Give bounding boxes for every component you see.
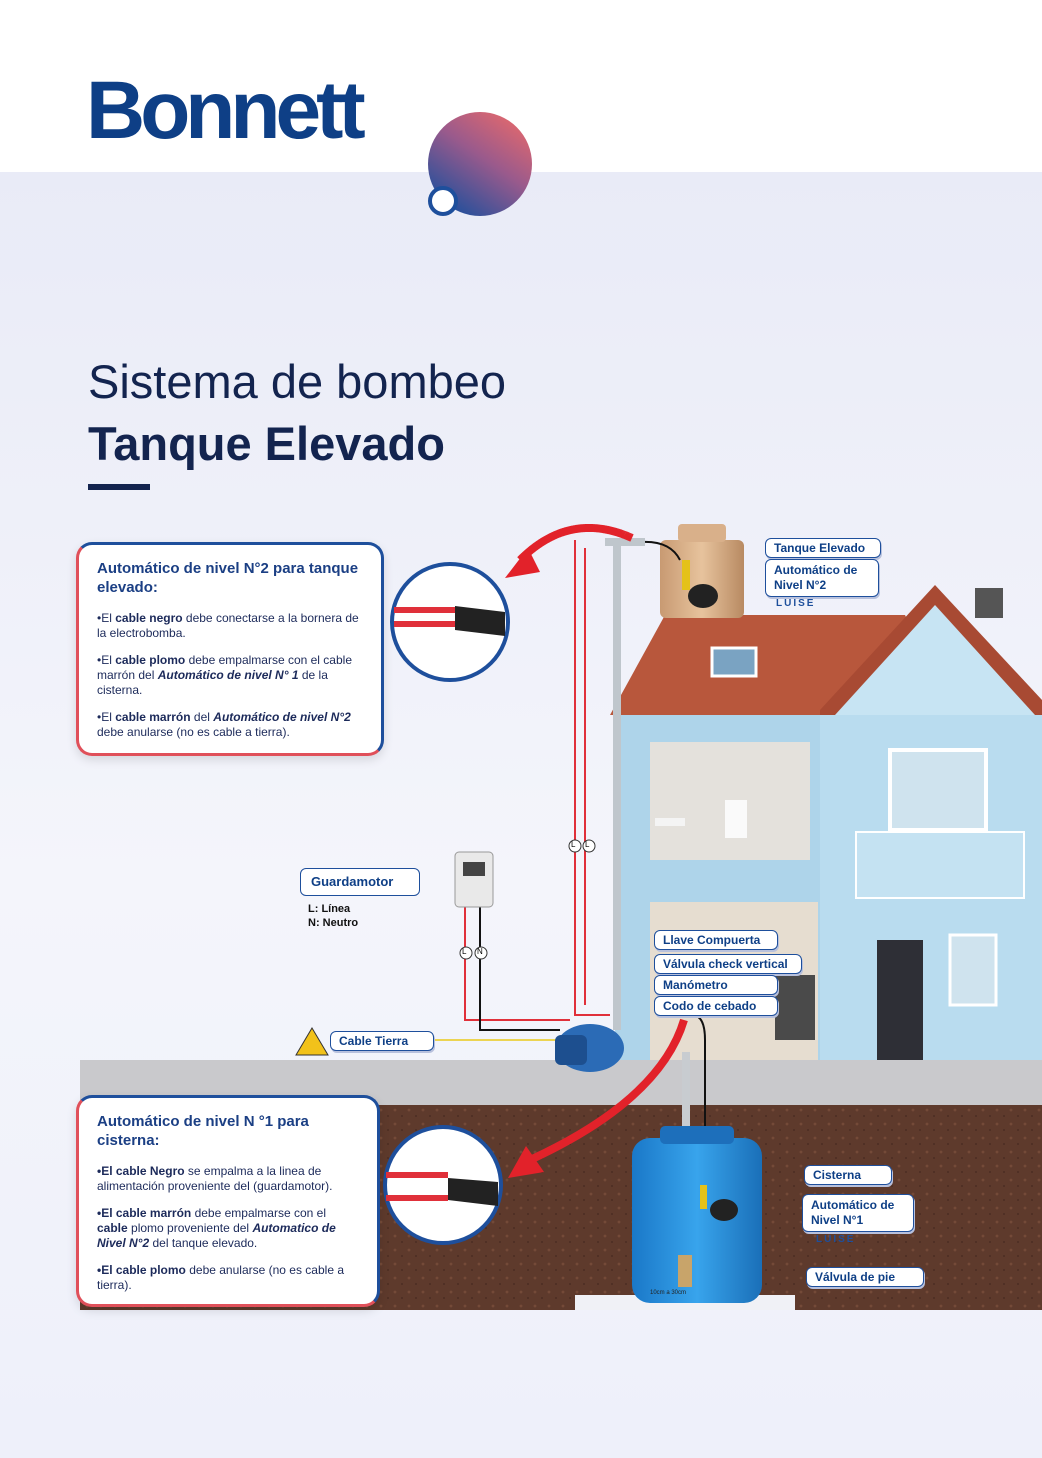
label-tanque-elevado: Tanque Elevado xyxy=(765,538,881,558)
float-switch-2 xyxy=(688,584,718,608)
label-automatico-1: Automático de Nivel N°1 xyxy=(802,1194,914,1232)
legend-wires xyxy=(308,902,358,930)
wire-tag-text-l3: L xyxy=(462,947,467,956)
luise-logo-2: LUISE xyxy=(776,598,816,609)
callout-automatico-1-p3: •El cable plomo debe anularse (no es cable a tierra). xyxy=(97,1263,344,1292)
legend-neutro: N: Neutro xyxy=(308,917,359,929)
wire-tag-text-n: N xyxy=(477,947,483,956)
wire-tag-text-l2: L xyxy=(585,840,590,849)
wire-tag-text-l1: L xyxy=(571,840,576,849)
callout-automatico-2-heading: Automático de nivel N°2 para tanque elevado: xyxy=(97,560,359,596)
window-upper xyxy=(890,750,986,830)
chimney xyxy=(975,588,1003,618)
window-lower xyxy=(950,935,996,1005)
label-valvula-check: Válvula check vertical xyxy=(654,954,802,974)
label-automatico-2: Automático de Nivel N°2 xyxy=(765,559,879,597)
toilet xyxy=(725,800,747,838)
stove xyxy=(775,975,815,1040)
warning-triangle-icon xyxy=(296,1028,328,1055)
callout-automatico-2-p1: •El cable negro debe conectarse a la bornera de la electrobomba. xyxy=(97,611,359,640)
label-cisterna: Cisterna xyxy=(804,1165,892,1185)
balcony xyxy=(856,832,1024,898)
legend-linea: L: Línea xyxy=(308,903,351,915)
foot-valve-distance-note: 10cm a 30cm xyxy=(650,1290,687,1296)
page-title-line2: Tanque Elevado xyxy=(88,417,445,470)
skylight xyxy=(712,648,756,676)
label-manometro: Manómetro xyxy=(654,975,778,995)
callout-automatico-2 xyxy=(76,542,384,756)
callout-automatico-1-heading: Automático de nivel N °1 para cisterna: xyxy=(97,1113,309,1149)
label-codo-cebado: Codo de cebado xyxy=(654,996,778,1016)
brand-logo: Bonnett xyxy=(86,65,361,156)
callout-automatico-2-p3: •El cable marrón del Automático de nivel N°2 debe anularse (no es cable a tierra). xyxy=(97,710,351,739)
label-valvula-pie: Válvula de pie xyxy=(806,1267,924,1287)
callout-automatico-1-p2: •El cable marrón debe empalmarse con el cable plomo proveniente del Automatico de Nivel N°2 del tanque elevado. xyxy=(97,1206,336,1250)
guardamotor-box xyxy=(455,852,493,907)
riser-pipe xyxy=(613,540,621,1030)
callout-automatico-1 xyxy=(76,1095,380,1307)
label-guardamotor: Guardamotor xyxy=(300,868,420,896)
sink xyxy=(655,818,685,826)
door xyxy=(877,940,923,1060)
cistern-body xyxy=(632,1138,762,1303)
page-title-line1: Sistema de bombeo xyxy=(88,355,507,408)
elevated-tank-top xyxy=(678,524,726,542)
label-llave-compuerta: Llave Compuerta xyxy=(654,930,778,950)
callout-automatico-1-p1: •El cable Negro se empalma a la linea de alimentación proveniente del (guardamotor). xyxy=(97,1164,333,1193)
luise-logo-1: LUISE xyxy=(816,1234,856,1245)
callout-automatico-2-p2: •El cable plomo debe empalmarse con el cable marrón del Automático de nivel N° 1 de la cisterna. xyxy=(97,653,352,697)
float-switch-1 xyxy=(710,1199,738,1221)
label-cable-tierra: Cable Tierra xyxy=(330,1031,434,1051)
